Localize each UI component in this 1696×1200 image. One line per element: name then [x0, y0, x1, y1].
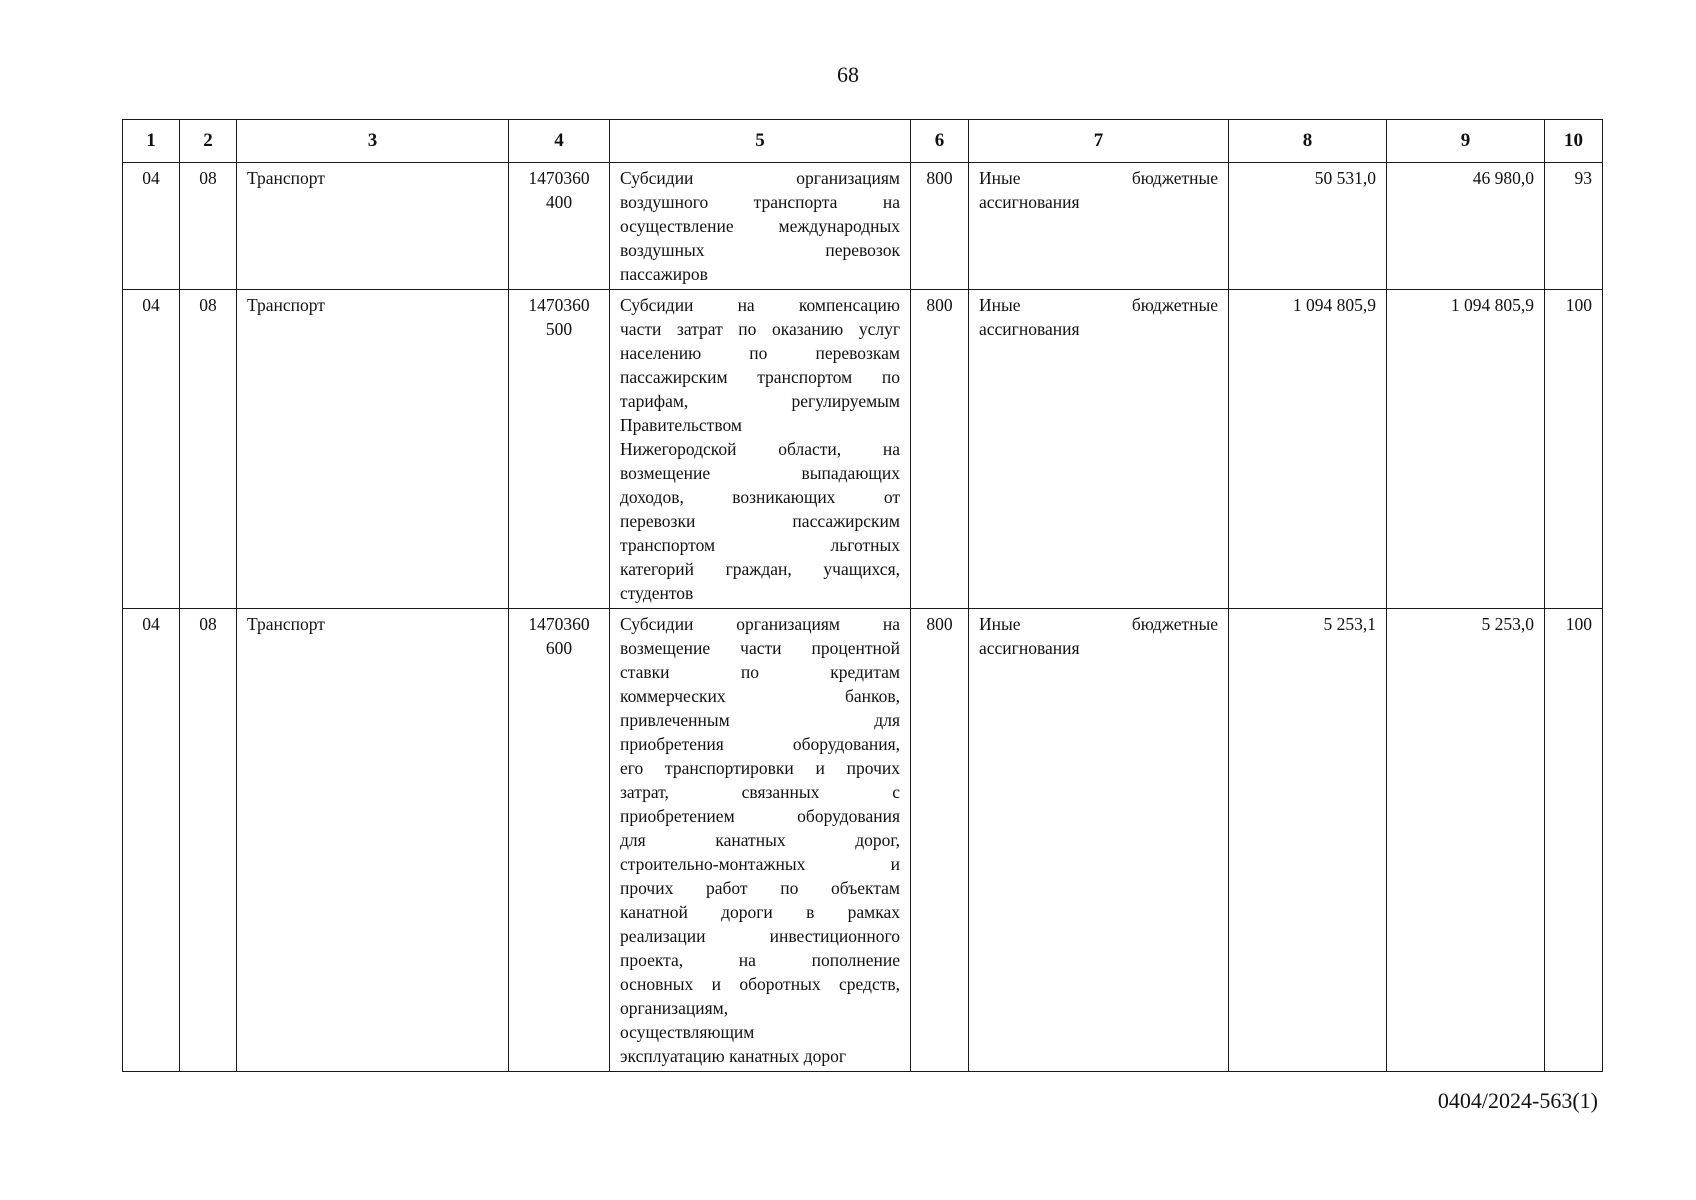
header-col-2: 2	[180, 120, 237, 163]
description-line: канатной дороги в рамках	[620, 902, 900, 922]
description-line: тарифам, регулируемым	[620, 391, 900, 411]
description-line: основных и оборотных средств,	[620, 974, 900, 994]
description-line: приобретением оборудования	[620, 806, 900, 826]
description-line: строительно-монтажных и	[620, 854, 900, 874]
header-col-4: 4	[509, 120, 610, 163]
description-line: перевозки пассажирским	[620, 511, 900, 531]
description-line: транспортом льготных	[620, 535, 900, 555]
description-line: доходов, возникающих от	[620, 487, 900, 507]
table-row	[123, 609, 1603, 1072]
cell-section: 04	[123, 609, 180, 1072]
description-line: привлеченным для	[620, 710, 900, 730]
cell-expense-type-name	[969, 163, 1229, 290]
description-line: затрат, связанных с	[620, 782, 900, 802]
description-line: реализации инвестиционного	[620, 926, 900, 946]
cell-section: 04	[123, 163, 180, 290]
expense-description-text	[620, 612, 900, 1068]
description-line: Правительством	[620, 415, 742, 435]
table-row	[123, 290, 1603, 609]
header-col-6: 6	[911, 120, 969, 163]
description-line: его транспортировки и прочих	[620, 758, 900, 778]
description-line: Субсидии организациям	[620, 168, 900, 188]
cell-name: Транспорт	[237, 163, 509, 290]
description-line: прочих работ по объектам	[620, 878, 900, 898]
expense-type-line-1: Иные бюджетные	[979, 614, 1218, 634]
target-code-part-2: 400	[545, 192, 573, 212]
target-code-part-1: 1470360	[528, 168, 590, 188]
cell-expense-type-name	[969, 290, 1229, 609]
cell-subsection: 08	[180, 609, 237, 1072]
description-line: осуществляющим	[620, 1022, 755, 1042]
cell-target-code	[509, 290, 610, 609]
target-code-part-1: 1470360	[528, 614, 590, 634]
cell-expense-type-code: 800	[911, 609, 969, 1072]
cell-expense-type-code: 800	[911, 290, 969, 609]
expense-type-line-1: Иные бюджетные	[979, 168, 1218, 188]
cell-value-9: 1 094 805,9	[1387, 290, 1545, 609]
cell-subsection: 08	[180, 163, 237, 290]
expense-description-text	[620, 293, 900, 605]
expense-type-line-2: ассигнования	[979, 638, 1080, 658]
description-line: Нижегородской области, на	[620, 439, 900, 459]
description-line: проекта, на пополнение	[620, 950, 900, 970]
cell-expense-type-name	[969, 609, 1229, 1072]
header-col-8: 8	[1229, 120, 1387, 163]
description-line: категорий граждан, учащихся,	[620, 559, 900, 579]
description-line: ставки по кредитам	[620, 662, 900, 682]
description-line: пассажирским транспортом по	[620, 367, 900, 387]
table-row	[123, 163, 1603, 290]
header-col-1: 1	[123, 120, 180, 163]
description-line: возмещение части процентной	[620, 638, 900, 658]
cell-value-8: 1 094 805,9	[1229, 290, 1387, 609]
cell-expense-description	[610, 163, 911, 290]
header-col-3: 3	[237, 120, 509, 163]
cell-target-code	[509, 163, 610, 290]
cell-percent: 93	[1545, 163, 1603, 290]
description-line: эксплуатацию канатных дорог	[620, 1046, 846, 1066]
description-line: возмещение выпадающих	[620, 463, 900, 483]
cell-expense-type-code: 800	[911, 163, 969, 290]
cell-percent: 100	[1545, 290, 1603, 609]
cell-expense-description	[610, 609, 911, 1072]
expense-type-line-2: ассигнования	[979, 192, 1080, 212]
page-number: 68	[837, 62, 859, 87]
description-line: осуществление международных	[620, 216, 900, 236]
description-line: Субсидии на компенсацию	[620, 295, 900, 315]
description-line: пассажиров	[620, 264, 708, 284]
target-code-part-1: 1470360	[528, 295, 590, 315]
cell-target-code	[509, 609, 610, 1072]
description-line: населению по перевозкам	[620, 343, 900, 363]
header-col-5: 5	[610, 120, 911, 163]
cell-section: 04	[123, 290, 180, 609]
header-row	[123, 120, 1603, 163]
description-line: Субсидии организациям на	[620, 614, 900, 634]
header-col-10: 10	[1545, 120, 1603, 163]
cell-subsection: 08	[180, 290, 237, 609]
cell-expense-description	[610, 290, 911, 609]
target-code-part-2: 500	[545, 319, 573, 339]
target-code-part-2: 600	[545, 638, 573, 658]
description-line: студентов	[620, 583, 694, 603]
description-line: воздушного транспорта на	[620, 192, 900, 212]
cell-value-9: 46 980,0	[1387, 163, 1545, 290]
header-col-7: 7	[969, 120, 1229, 163]
description-line: коммерческих банков,	[620, 686, 900, 706]
cell-percent: 100	[1545, 609, 1603, 1072]
description-line: приобретения оборудования,	[620, 734, 900, 754]
cell-value-9: 5 253,0	[1387, 609, 1545, 1072]
cell-name: Транспорт	[237, 290, 509, 609]
expense-type-line-1: Иные бюджетные	[979, 295, 1218, 315]
expense-description-text	[620, 166, 900, 286]
expense-type-line-2: ассигнования	[979, 319, 1080, 339]
cell-name: Транспорт	[237, 609, 509, 1072]
description-line: воздушных перевозок	[620, 240, 900, 260]
description-line: части затрат по оказанию услуг	[620, 319, 900, 339]
description-line: для канатных дорог,	[620, 830, 900, 850]
document-code: 0404/2024-563(1)	[1437, 1088, 1598, 1113]
cell-value-8: 5 253,1	[1229, 609, 1387, 1072]
description-line: организациям,	[620, 998, 729, 1018]
budget-table	[122, 119, 1603, 1072]
cell-value-8: 50 531,0	[1229, 163, 1387, 290]
header-col-9: 9	[1387, 120, 1545, 163]
